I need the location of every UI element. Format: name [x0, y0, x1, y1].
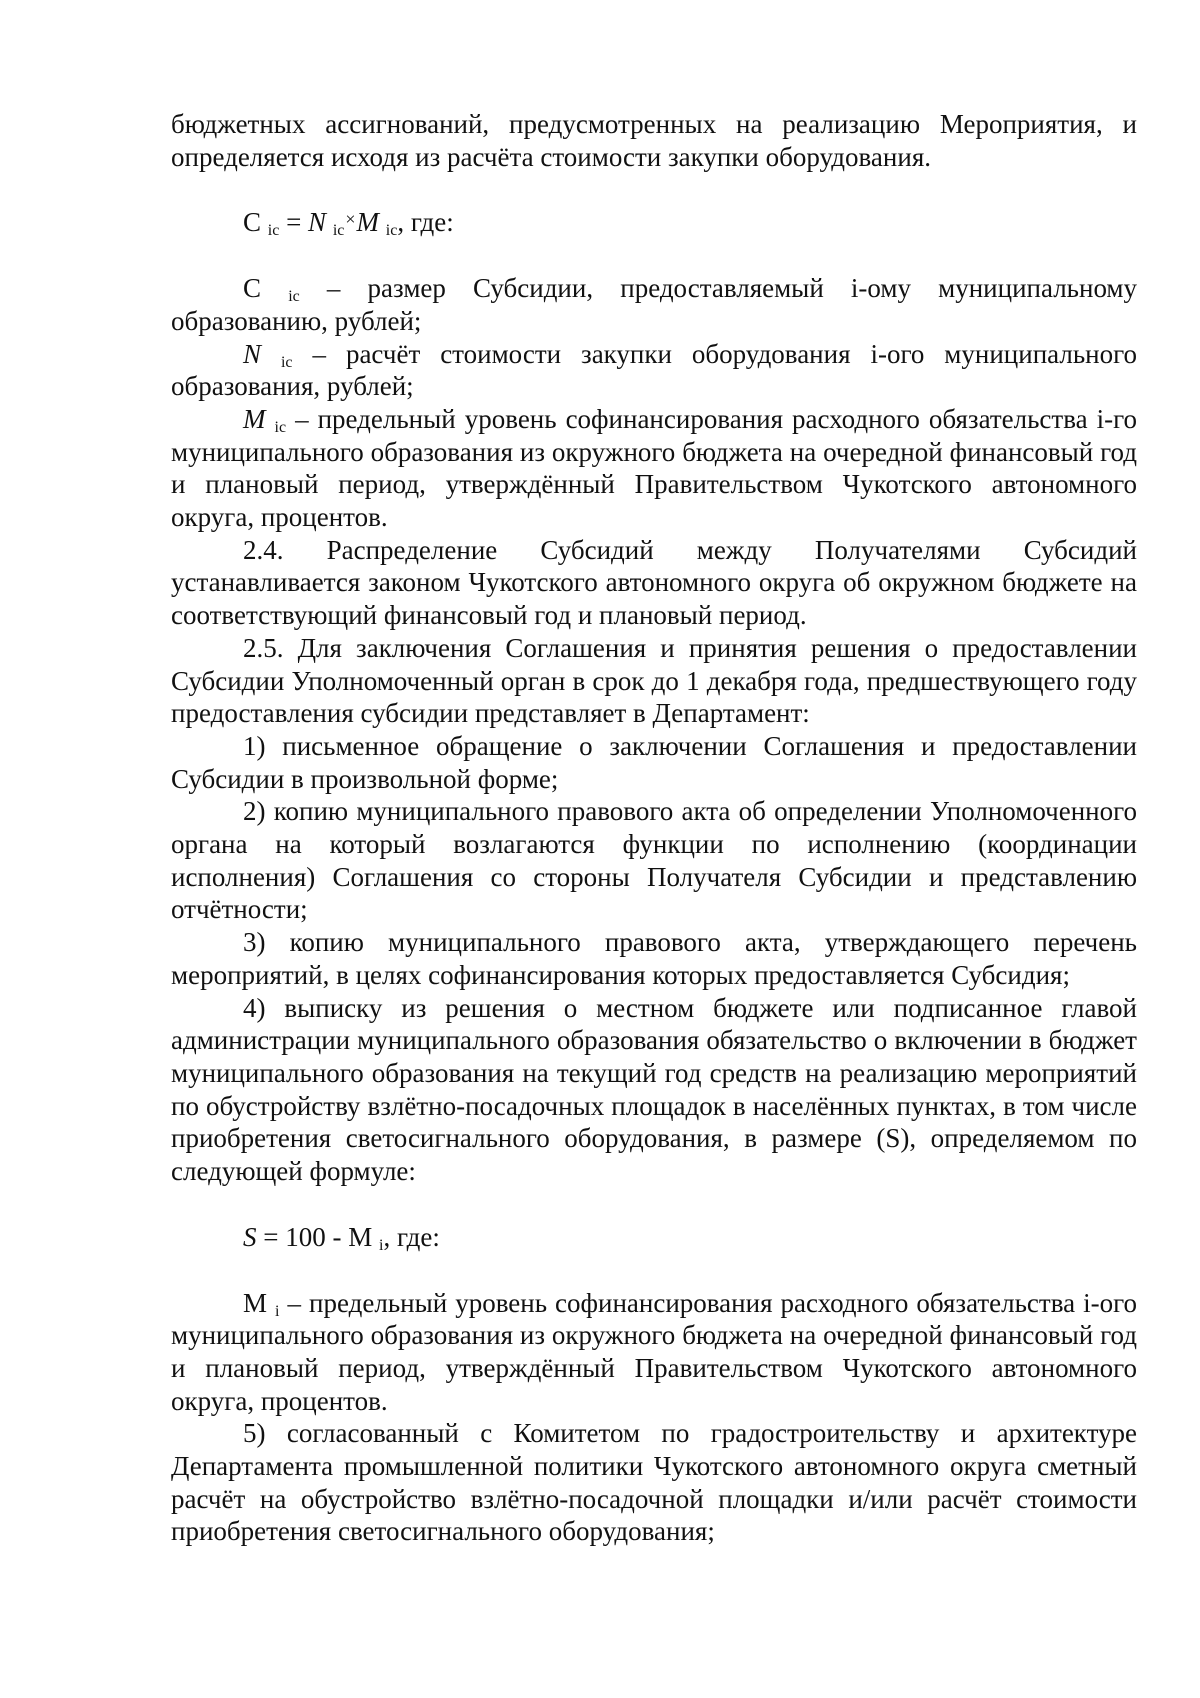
formula-m-symbol: M	[356, 207, 380, 238]
formula-tail: , где:	[397, 207, 454, 238]
definition-m-i	[171, 1287, 1137, 1418]
def-m-subscript: ic	[274, 418, 287, 436]
list-item-4: 4) выписку из решения о местном бюджете или подписанное главой администрации муниципального образования обязательство о включении в бюджет муниципального образования на текущий год средств на реализацию мероприятий по обустройству взлётно-посадочных площадок в населённых пунктах, в том числе приобретения светосигнального оборудования, в размере (S), определяемом по следующей формуле:	[171, 992, 1137, 1187]
def-n-text: – расчёт стоимости закупки оборудования i-ого муниципального образования, рублей;	[171, 338, 1137, 402]
formula-n-subscript: ic	[332, 222, 345, 240]
def-c-text: – размер Субсидии, предоставляемый i-ому муниципальному образованию, рублей;	[171, 273, 1138, 336]
list-item-5: 5) согласованный с Комитетом по градостроительству и архитектуре Департамента промышленной политики Чукотского автономного округа сметный расчёт на обустройство взлётно-посадочной площадки и/или расчёт стоимости приобретения светосигнального оборудования;	[171, 1418, 1137, 1547]
formula-s-tail: , где:	[383, 1221, 440, 1252]
def-m-text: – предельный уровень софинансирования расходного обязательства i-го муниципального образования из окружного бюджета на очередной финансовый год и плановый период, утверждённый Правительством Чукотского автономного округа, процентов.	[171, 403, 1137, 533]
def-c-subscript: ic	[288, 288, 300, 306]
intro-line-1: бюджетных ассигнований, предусмотренных на реализацию Мероприятия, и	[171, 109, 1137, 139]
definition-n-ic	[171, 338, 1137, 403]
def2-m-symbol: M	[243, 1287, 268, 1318]
document-page	[171, 108, 1137, 1548]
formula-c-subscript: ic	[267, 222, 280, 240]
formula-s-body: = 100 - M	[256, 1221, 373, 1252]
clause-2-5: 2.5. Для заключения Соглашения и принятия решения о предоставлении Субсидии Уполномоченный орган в срок до 1 декабря года, предшествующего году предоставления субсидии представляет в Департамент:	[171, 632, 1137, 729]
def-c-symbol: С	[243, 273, 262, 304]
def-m-symbol: M	[243, 403, 266, 434]
formula-s-symbol: S	[243, 1221, 257, 1252]
clause-2-4: 2.4. Распределение Субсидий между Получателями Субсидий устанавливается законом Чукотского автономного округа об окружном бюджете на соответствующий финансовый год и плановый период.	[171, 534, 1137, 631]
formula-s	[171, 1221, 1137, 1254]
def-n-symbol: N	[243, 338, 262, 369]
list-item-2: 2) копию муниципального правового акта об определении Уполномоченного органа на который возлагаются функции по исполнению (координации исполнения) Соглашения со стороны Получателя Субсидии и представлению отчётности;	[171, 796, 1137, 925]
formula-times-sign: ×	[345, 209, 356, 230]
def2-m-subscript: i	[275, 1302, 280, 1320]
definition-c-ic	[171, 272, 1137, 337]
list-item-3: 3) копию муниципального правового акта, утверждающего перечень мероприятий, в целях софинансирования которых предоставляется Субсидия;	[171, 927, 1137, 990]
formula-subsidy	[171, 206, 1137, 239]
formula-m-subscript: ic	[385, 222, 398, 240]
def2-m-text: – предельный уровень софинансирования расходного обязательства i-ого муниципального образования из окружного бюджета на очередной финансовый год и плановый период, утверждённый Правительством Чукотского автономного округа, процентов.	[171, 1287, 1138, 1416]
formula-c-symbol: С	[243, 207, 262, 238]
def-n-subscript: ic	[280, 353, 293, 371]
formula-s-subscript: i	[378, 1236, 384, 1254]
formula-equals: =	[279, 207, 309, 238]
definition-m-ic	[171, 403, 1137, 534]
formula-n-symbol: N	[308, 207, 327, 238]
intro-line-2: определяется исходя из расчёта стоимости закупки оборудования.	[171, 141, 931, 172]
list-item-1: 1) письменное обращение о заключении Соглашения и предоставлении Субсидии в произвольной форме;	[171, 730, 1137, 794]
